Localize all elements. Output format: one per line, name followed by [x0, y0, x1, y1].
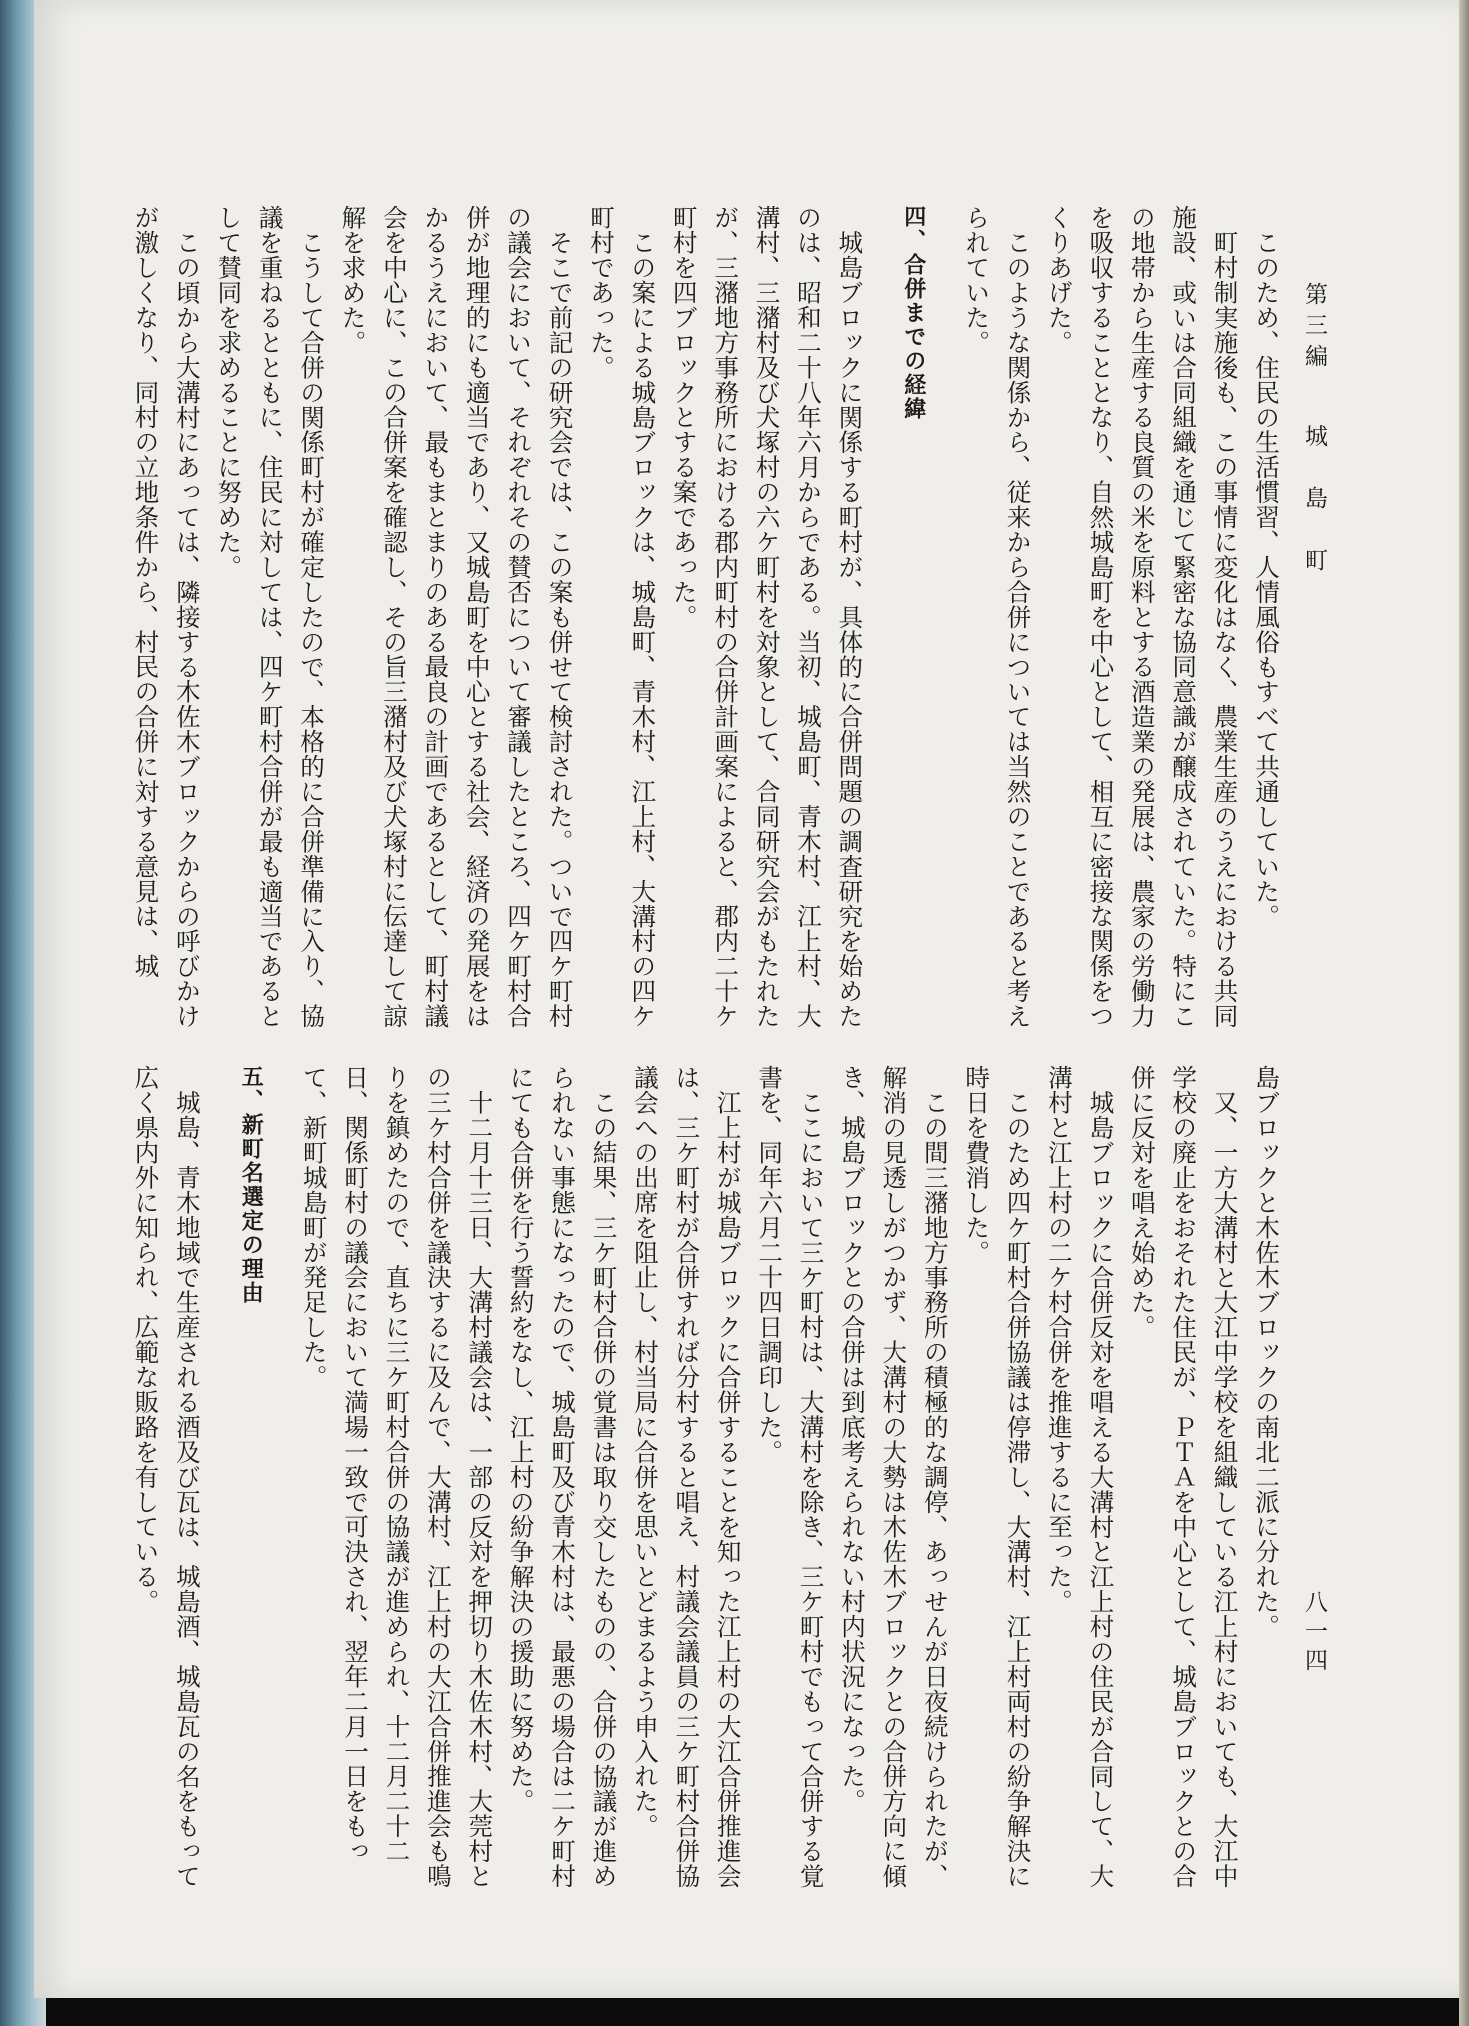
paragraph: ここにおいて三ケ町村は、大溝村を除き、三ケ町村でもって合併する覚書を、同年六月二十四日調印した。: [755, 1065, 826, 1888]
running-header: [1298, 282, 1331, 579]
paragraph: このため四ケ町村合併協議は停滞し、大溝村、江上村両村の紛争解決に時日を費消した。: [962, 1065, 1033, 1888]
paragraph: 城島ブロックに合併反対を唱える大溝村と江上村の住民が合同して、大溝村と江上村の二ケ村合併を推進するに至った。: [1044, 1065, 1116, 1888]
upper-text-column: [125, 205, 1287, 1035]
paragraph: 城島、青木地域で生産される酒及び瓦は、城島酒、城島瓦の名をもって広く県内外に知られ、広範な販路を有している。: [131, 1065, 202, 1888]
paragraph: 島ブロックと木佐木ブロックの南北二派に分れた。: [1252, 1065, 1281, 1639]
section-heading-4: 四、合併までの経緯: [900, 205, 926, 421]
paragraph: この間三潴地方事務所の積極的な調停、あっせんが日夜続けられたが、解消の見透しがつかず、大溝村の大勢は木佐木ブロックとの合併方向に傾き、城島ブロックとの合併は到底考えられない村内状況になった。: [837, 1065, 950, 1889]
paragraph: 十二月十三日、大溝村議会は、一部の反対を押切り木佐木村、大莞村との三ケ村合併を議決するに及んで、大溝村、江上村の大江合併推進会も鳴りを鎮めたので、直ちに三ケ町村合併の協議が進められ、十二月二十二日、関係町村の議会において満場一致で可決され、翌年二月一日をもって、新町城島町が発足した。: [299, 1065, 495, 1889]
page-number: 八一四: [1301, 1590, 1327, 1677]
paragraph: この結果、三ケ町村合併の覚書は取り交したものの、合併の協議が進められない事態になったので、城島町及び青木村は、最悪の場合は二ケ町村にても合併を行う誓約をなし、江上村の紛争解決の援助に努めた。: [506, 1065, 619, 1889]
lower-text-column: [125, 1065, 1287, 1895]
paragraph: この頃から大溝村にあっては、隣接する木佐木ブロックからの呼びかけが激しくなり、同村の立地条件から、村民の合併に対する意見は、城: [131, 205, 202, 1028]
paragraph: 城島ブロックに関係する町村が、具体的に合併問題の調査研究を始めたのは、昭和二十八年六月からである。当初、城島町、青木村、江上村、大溝村、三潴村及び犬塚村の六ケ町村を対象として、合同研究会がもたれたが、三潴地方事務所における郡内町村の合併計画案によると、郡内二十ケ町村を四ブロックとする案であった。: [669, 205, 865, 1029]
paragraph: そこで前記の研究会では、この案も併せて検討された。ついで四ケ町村の議会において、それぞれその賛否について審議したところ、四ケ町村合併が地理的にも適当であり、又城島町を中心とする社会、経済の発展をはかるうえにおいて、最もまとまりのある最良の計画であるとして、町村議会を中心に、この合併案を確認し、その旨三潴村及び犬塚村に伝達して諒解を求めた。: [338, 205, 575, 1029]
paragraph: こうして合併の関係町村が確定したので、本格的に合併準備に入り、協議を重ねるとともに、住民に対しては、四ケ町村合併が最も適当であるとして賛同を求めることに努めた。: [214, 205, 327, 1029]
paragraph: 又、一方大溝村と大江中学校を組織している江上村においても、大江中学校の廃止をおそれた住民が、ＰＴＡを中心として、城島ブロックとの合併に反対を唱え始めた。: [1127, 1065, 1240, 1889]
paragraph: 町村制実施後も、この事情に変化はなく、農業生産のうえにおける共同施設、或いは合同組織を通じて緊密な協同意識が醸成されていた。特にこの地帯から生産する良質の米を原料とする酒造業の発展は、農家の労働力を吸収することとなり、自然城島町を中心として、相互に密接な関係をつくりあげた。: [1044, 205, 1240, 1029]
paragraph: このような関係から、従来から合併については当然のことであると考えられていた。: [962, 205, 1033, 1028]
page-edge: [1459, 0, 1469, 2026]
book-part-label: 第三編: [1301, 282, 1327, 375]
paragraph: 江上村が城島ブロックに合併することを知った江上村の大江合併推進会は、三ケ町村が合併すれば分村すると唱え、村議会議員の三ケ町村合併協議会への出席を阻止し、村当局に合併を思いとどまるよう申入れた。: [630, 1065, 743, 1889]
section-heading-5: 五、新町名選定の理由: [238, 1065, 264, 1305]
town-name-label: 城 島 町: [1301, 424, 1327, 579]
paragraph: この案による城島ブロックは、城島町、青木村、江上村、大溝村の四ケ町村であった。: [586, 205, 658, 1028]
paragraph: このため、住民の生活慣習、人情風俗もすべて共通していた。: [1252, 229, 1281, 929]
